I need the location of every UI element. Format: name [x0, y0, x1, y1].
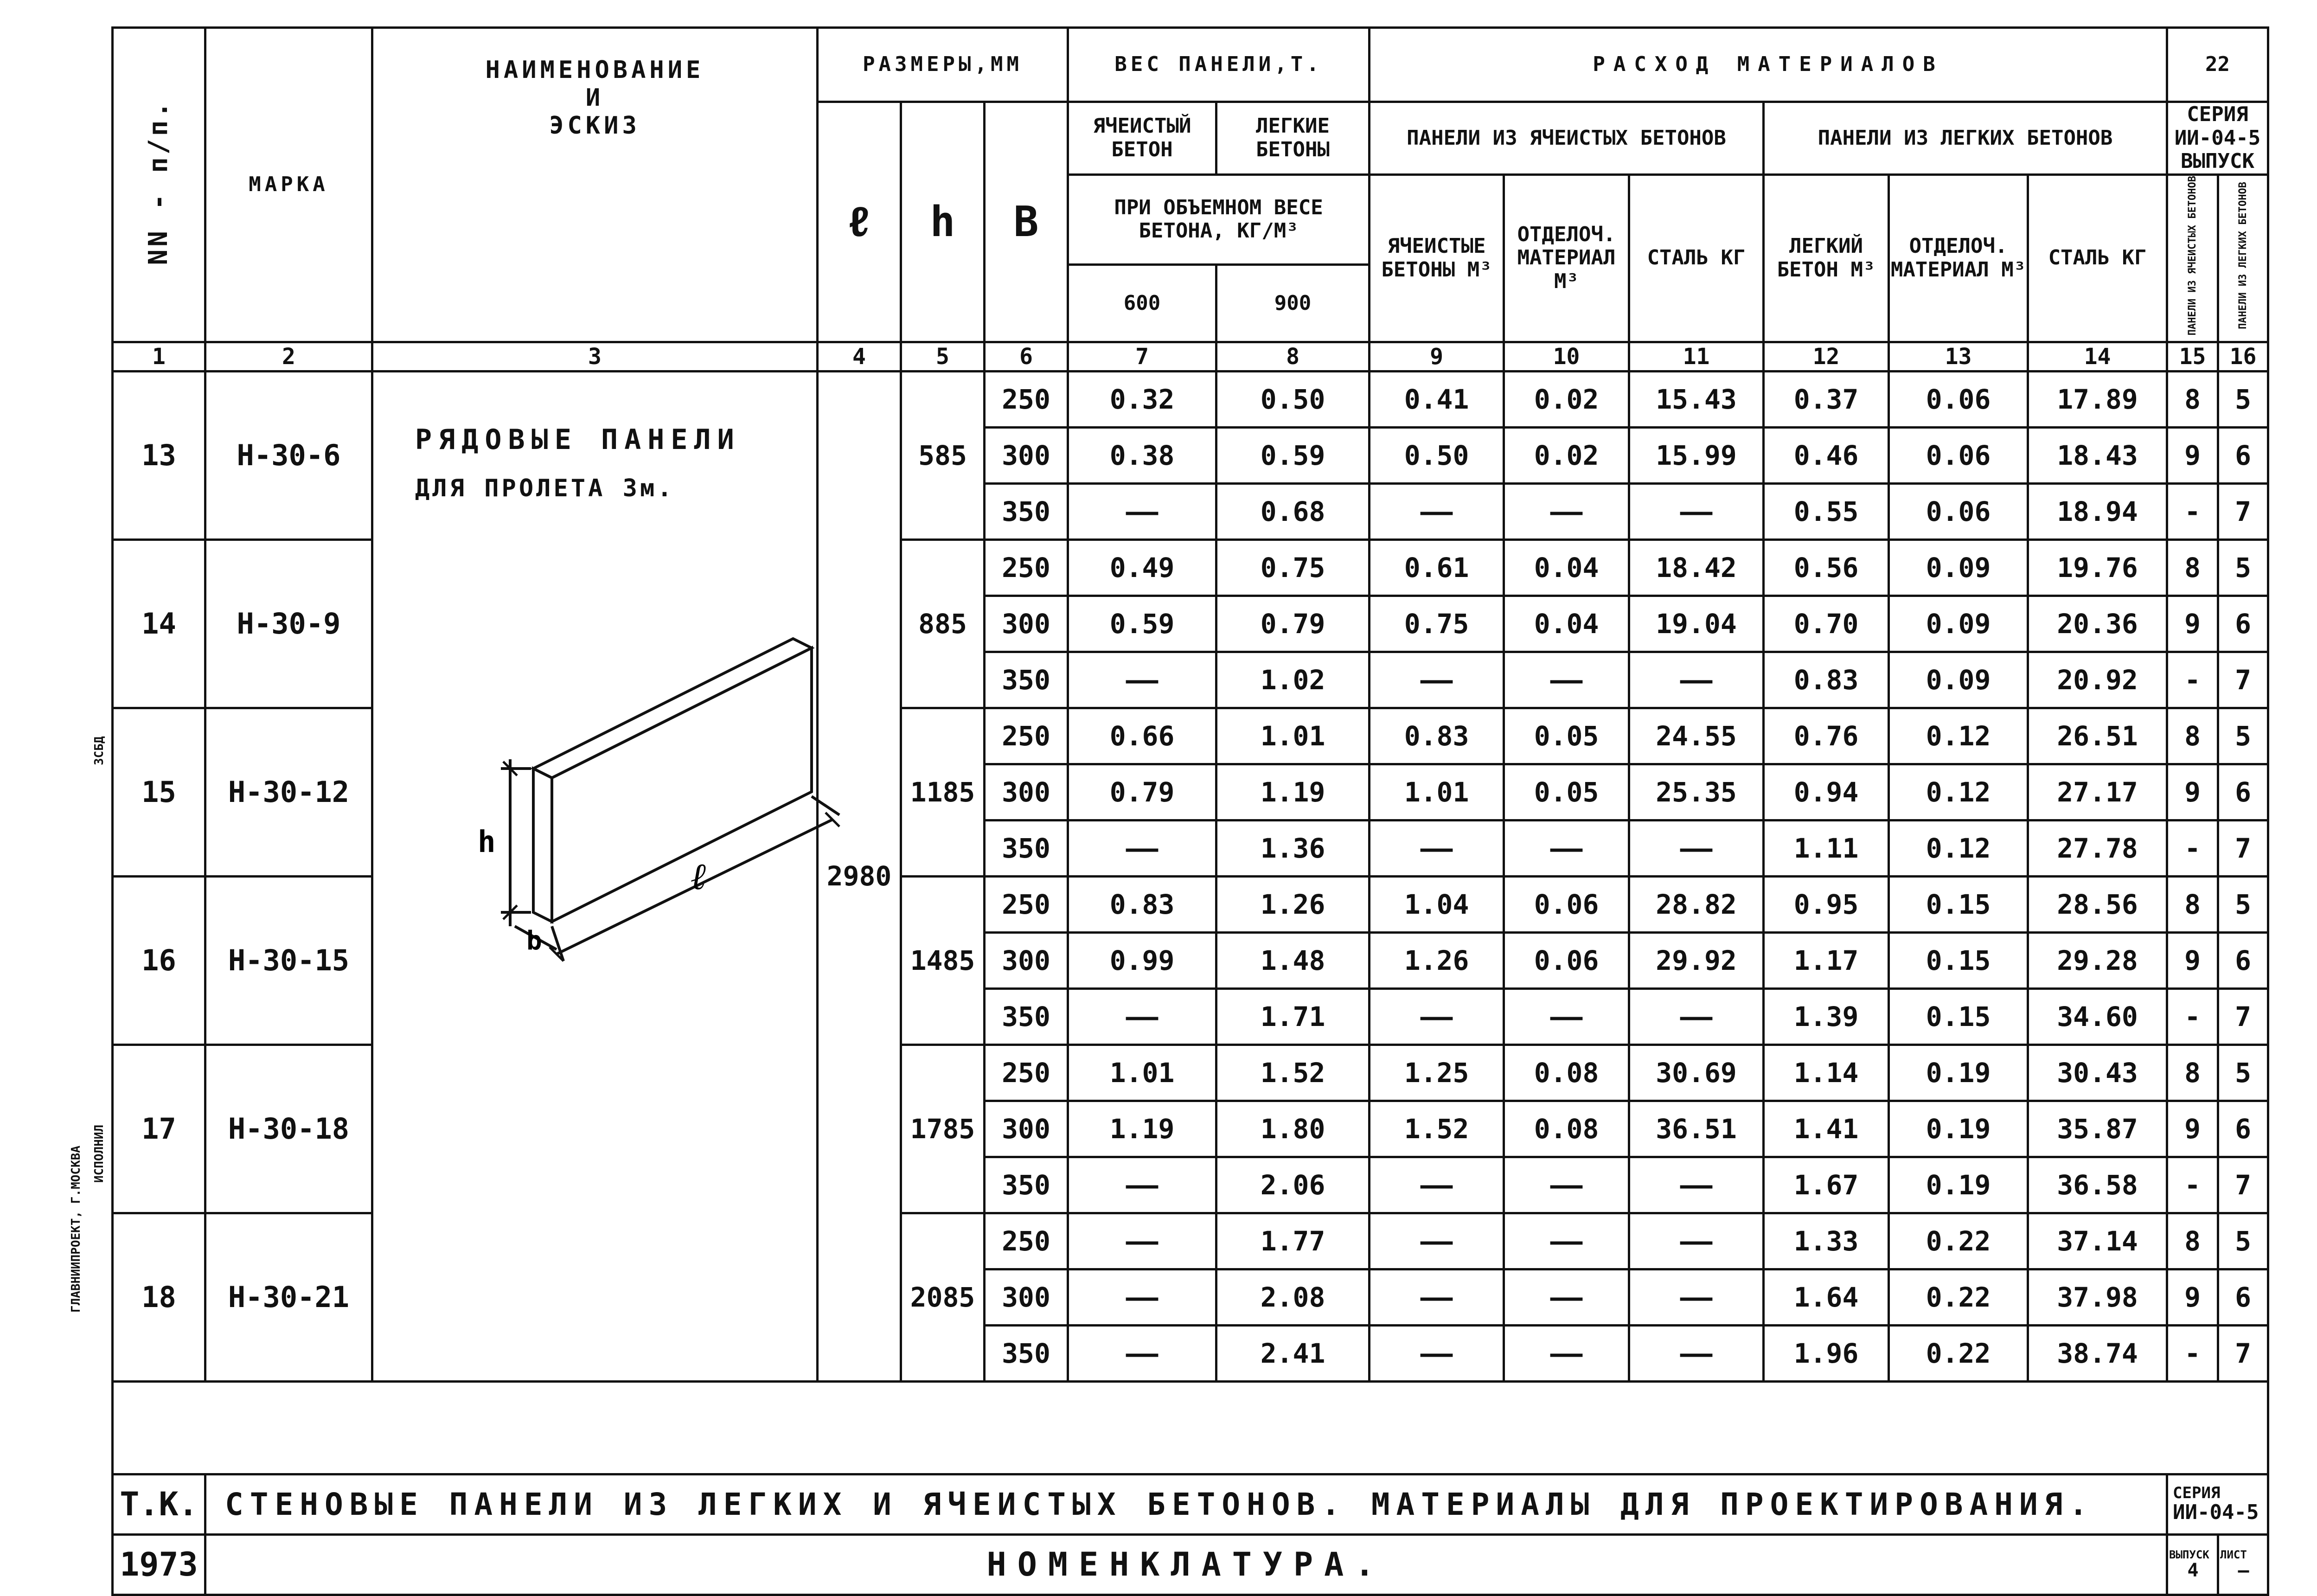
- cell-c10: 0.04: [1504, 539, 1629, 596]
- footer-issue-value: 4: [2187, 1559, 2199, 1581]
- header-mat-steel-a: СТАЛЬ КГ: [1629, 174, 1764, 342]
- cell-b: 250: [985, 1213, 1068, 1269]
- cell-c10: ——: [1504, 483, 1629, 539]
- header-mat-finish-b: ОТДЕЛОЧ. МАТЕРИАЛ М³: [1889, 174, 2028, 342]
- cell-c10: ——: [1504, 1269, 1629, 1325]
- column-number: 14: [2028, 342, 2167, 371]
- cell-c14: 20.92: [2028, 652, 2167, 708]
- cell-c13: 0.19: [1889, 1045, 2028, 1101]
- cell-c11: 29.92: [1629, 932, 1764, 988]
- cell-c15: 8: [2167, 708, 2218, 764]
- cell-w900: 1.26: [1216, 876, 1370, 932]
- nomenclature-table: [111, 26, 2269, 1596]
- header-mat-cell-group: ПАНЕЛИ ИЗ ЯЧЕИСТЫХ БЕТОНОВ: [1370, 102, 1764, 175]
- cell-c10: ——: [1504, 1213, 1629, 1269]
- cell-c9: 1.04: [1370, 876, 1504, 932]
- cell-c16: 5: [2218, 1045, 2268, 1101]
- footer-series-label: СЕРИЯ: [2173, 1484, 2221, 1503]
- cell-w900: 0.68: [1216, 483, 1370, 539]
- cell-b: 350: [985, 820, 1068, 876]
- cell-c11: 25.35: [1629, 764, 1764, 820]
- sketch-label-l: ℓ: [691, 854, 707, 898]
- cell-c11: 24.55: [1629, 708, 1764, 764]
- cell-c13: 0.06: [1889, 427, 2028, 483]
- cell-c10: 0.06: [1504, 932, 1629, 988]
- cell-c16: 5: [2218, 876, 2268, 932]
- cell-c13: 0.19: [1889, 1157, 2028, 1213]
- header-mat-steel-b: СТАЛЬ КГ: [2028, 174, 2167, 342]
- cell-c11: ——: [1629, 483, 1764, 539]
- cell-c13: 0.15: [1889, 932, 2028, 988]
- cell-c13: 0.12: [1889, 820, 2028, 876]
- cell-c14: 26.51: [2028, 708, 2167, 764]
- cell-c9: 1.01: [1370, 764, 1504, 820]
- cell-c13: 0.12: [1889, 708, 2028, 764]
- panel-end-face: [533, 769, 552, 922]
- cell-c10: ——: [1504, 988, 1629, 1045]
- cell-c15: -: [2167, 483, 2218, 539]
- sketch-label-b: b: [526, 926, 542, 956]
- cell-c13: 0.15: [1889, 876, 2028, 932]
- header-dim-b: B: [985, 102, 1068, 342]
- header-materials: РАСХОД МАТЕРИАЛОВ: [1370, 28, 2167, 102]
- cell-c10: ——: [1504, 1157, 1629, 1213]
- cell-c12: 0.95: [1764, 876, 1889, 932]
- cell-c14: 20.36: [2028, 596, 2167, 652]
- cell-c16: 6: [2218, 764, 2268, 820]
- cell-w600: ——: [1068, 1157, 1216, 1213]
- cell-w900: 1.19: [1216, 764, 1370, 820]
- cell-c15: 8: [2167, 1045, 2218, 1101]
- cell-b: 350: [985, 1325, 1068, 1381]
- header-name-line2: И: [585, 83, 604, 112]
- cell-c14: 34.60: [2028, 988, 2167, 1045]
- footer-tk: Т.К.: [113, 1474, 205, 1534]
- panel-mark: Н-30-15: [205, 876, 372, 1045]
- cell-w900: 1.48: [1216, 932, 1370, 988]
- cell-c16: 6: [2218, 596, 2268, 652]
- cell-b: 300: [985, 932, 1068, 988]
- cell-c13: 0.22: [1889, 1269, 2028, 1325]
- header-weight-600: 600: [1068, 265, 1216, 342]
- cell-w600: ——: [1068, 1213, 1216, 1269]
- cell-w600: 0.49: [1068, 539, 1216, 596]
- column-number: 1: [113, 342, 205, 371]
- cell-c11: 36.51: [1629, 1101, 1764, 1157]
- cell-c11: ——: [1629, 1157, 1764, 1213]
- cell-c12: 1.11: [1764, 820, 1889, 876]
- panel-height: 1185: [901, 708, 985, 876]
- cell-c12: 1.96: [1764, 1325, 1889, 1381]
- cell-c10: ——: [1504, 652, 1629, 708]
- cell-w900: 1.52: [1216, 1045, 1370, 1101]
- cell-c11: 15.99: [1629, 427, 1764, 483]
- panel-mark: Н-30-12: [205, 708, 372, 876]
- column-number: 10: [1504, 342, 1629, 371]
- header-weight-900: 900: [1216, 265, 1370, 342]
- blank-strip: [113, 1381, 2268, 1474]
- cell-b: 250: [985, 876, 1068, 932]
- cell-b: 350: [985, 483, 1068, 539]
- footer-sheet-label: ЛИСТ: [2220, 1548, 2247, 1561]
- cell-c12: 0.83: [1764, 652, 1889, 708]
- cell-c9: ——: [1370, 820, 1504, 876]
- cell-c13: 0.09: [1889, 596, 2028, 652]
- cell-c14: 37.14: [2028, 1213, 2167, 1269]
- cell-c15: 9: [2167, 427, 2218, 483]
- cell-w900: 1.80: [1216, 1101, 1370, 1157]
- panel-mark: Н-30-6: [205, 371, 372, 539]
- column-number: 9: [1370, 342, 1504, 371]
- cell-c14: 38.74: [2028, 1325, 2167, 1381]
- row-number: 17: [113, 1045, 205, 1213]
- cell-c13: 0.19: [1889, 1101, 2028, 1157]
- cell-c13: 0.15: [1889, 988, 2028, 1045]
- cell-c15: 9: [2167, 596, 2218, 652]
- cell-c12: 0.76: [1764, 708, 1889, 764]
- cell-c12: 0.37: [1764, 371, 1889, 427]
- panel-mark: Н-30-21: [205, 1213, 372, 1381]
- cell-c11: ——: [1629, 1213, 1764, 1269]
- cell-c14: 27.78: [2028, 820, 2167, 876]
- cell-w900: 0.79: [1216, 596, 1370, 652]
- cell-c9: ——: [1370, 988, 1504, 1045]
- cell-c15: -: [2167, 1325, 2218, 1381]
- column-number: 6: [985, 342, 1068, 371]
- cell-c15: -: [2167, 820, 2218, 876]
- cell-c11: ——: [1629, 988, 1764, 1045]
- cell-c12: 1.41: [1764, 1101, 1889, 1157]
- cell-c12: 0.55: [1764, 483, 1889, 539]
- dim-extension-line: [812, 796, 839, 815]
- cell-c11: ——: [1629, 1269, 1764, 1325]
- cell-c10: 0.04: [1504, 596, 1629, 652]
- cell-c12: 0.70: [1764, 596, 1889, 652]
- cell-c16: 7: [2218, 820, 2268, 876]
- cell-c14: 30.43: [2028, 1045, 2167, 1101]
- cell-c9: ——: [1370, 1157, 1504, 1213]
- panel-height: 585: [901, 371, 985, 539]
- cell-b: 350: [985, 988, 1068, 1045]
- cell-w600: 0.32: [1068, 371, 1216, 427]
- cell-c12: 0.94: [1764, 764, 1889, 820]
- cell-c15: 8: [2167, 876, 2218, 932]
- cell-w600: 0.59: [1068, 596, 1216, 652]
- column-number: 13: [1889, 342, 2028, 371]
- cell-c13: 0.09: [1889, 652, 2028, 708]
- panel-top-face: [533, 639, 812, 778]
- cell-w600: ——: [1068, 1269, 1216, 1325]
- cell-c13: 0.12: [1889, 764, 2028, 820]
- cell-w900: 0.75: [1216, 539, 1370, 596]
- header-weight-sub: ПРИ ОБЪЕМНОМ ВЕСЕ БЕТОНА, КГ/М³: [1068, 174, 1370, 264]
- cell-c12: 1.39: [1764, 988, 1889, 1045]
- header-issue-cell: ПАНЕЛИ ИЗ ЯЧЕИСТЫХ БЕТОНОВ: [2167, 174, 2218, 342]
- cell-c14: 18.94: [2028, 483, 2167, 539]
- cell-w600: ——: [1068, 1325, 1216, 1381]
- header-series-small: СЕРИЯ ИИ-04-5 ВЫПУСК: [2167, 102, 2268, 175]
- cell-c16: 7: [2218, 1325, 2268, 1381]
- footer-subtitle: НОМЕНКЛАТУРА.: [205, 1534, 2167, 1595]
- cell-c9: 1.25: [1370, 1045, 1504, 1101]
- cell-b: 250: [985, 371, 1068, 427]
- cell-c14: 37.98: [2028, 1269, 2167, 1325]
- header-weight-cell: ЯЧЕИСТЫЙ БЕТОН: [1068, 102, 1216, 175]
- cell-w900: 1.36: [1216, 820, 1370, 876]
- cell-b: 300: [985, 1101, 1068, 1157]
- panel-mark: Н-30-9: [205, 539, 372, 708]
- cell-w600: 0.79: [1068, 764, 1216, 820]
- cell-c14: 29.28: [2028, 932, 2167, 988]
- cell-c15: 8: [2167, 371, 2218, 427]
- cell-w900: 1.71: [1216, 988, 1370, 1045]
- panel-height: 1485: [901, 876, 985, 1045]
- cell-c15: 9: [2167, 932, 2218, 988]
- cell-c12: 1.14: [1764, 1045, 1889, 1101]
- cell-w600: ——: [1068, 988, 1216, 1045]
- cell-b: 350: [985, 652, 1068, 708]
- cell-c14: 19.76: [2028, 539, 2167, 596]
- cell-c16: 7: [2218, 1157, 2268, 1213]
- cell-c9: 1.26: [1370, 932, 1504, 988]
- cell-c9: ——: [1370, 483, 1504, 539]
- cell-c11: ——: [1629, 820, 1764, 876]
- cell-w900: 1.77: [1216, 1213, 1370, 1269]
- column-number: 12: [1764, 342, 1889, 371]
- cell-c11: 18.42: [1629, 539, 1764, 596]
- cell-w900: 1.02: [1216, 652, 1370, 708]
- cell-c12: 1.64: [1764, 1269, 1889, 1325]
- cell-b: 250: [985, 1045, 1068, 1101]
- panel-height: 1785: [901, 1045, 985, 1213]
- header-name-line3: ЭСКИЗ: [549, 111, 640, 140]
- cell-b: 250: [985, 539, 1068, 596]
- header-mark: МАРКА: [205, 28, 372, 342]
- cell-c15: 9: [2167, 1269, 2218, 1325]
- side-note-ref: ЗСБД: [92, 736, 106, 765]
- cell-w600: 1.19: [1068, 1101, 1216, 1157]
- cell-c16: 7: [2218, 988, 2268, 1045]
- cell-c13: 0.06: [1889, 371, 2028, 427]
- cell-c12: 1.67: [1764, 1157, 1889, 1213]
- cell-w600: 0.66: [1068, 708, 1216, 764]
- header-name-line1: НАИМЕНОВАНИЕ: [485, 56, 704, 84]
- cell-w600: 0.99: [1068, 932, 1216, 988]
- sheet-number: 22: [2167, 28, 2268, 102]
- cell-c16: 6: [2218, 427, 2268, 483]
- cell-w900: 2.08: [1216, 1269, 1370, 1325]
- column-number: 11: [1629, 342, 1764, 371]
- header-dim-l: ℓ: [818, 102, 901, 342]
- header-name: [372, 28, 818, 342]
- cell-c11: 15.43: [1629, 371, 1764, 427]
- description-line2: ДЛЯ ПРОЛЕТА 3м.: [415, 474, 675, 502]
- cell-c12: 1.17: [1764, 932, 1889, 988]
- description-line1: РЯДОВЫЕ ПАНЕЛИ: [415, 423, 741, 456]
- cell-b: 300: [985, 764, 1068, 820]
- cell-c9: 0.50: [1370, 427, 1504, 483]
- cell-c15: 8: [2167, 1213, 2218, 1269]
- cell-c10: 0.05: [1504, 764, 1629, 820]
- header-weight-light: ЛЕГКИЕ БЕТОНЫ: [1216, 102, 1370, 175]
- column-number: 8: [1216, 342, 1370, 371]
- header-dimensions: РАЗМЕРЫ,ММ: [818, 28, 1068, 102]
- cell-c14: 28.56: [2028, 876, 2167, 932]
- cell-c16: 6: [2218, 1101, 2268, 1157]
- column-number: 4: [818, 342, 901, 371]
- cell-c9: 0.83: [1370, 708, 1504, 764]
- cell-b: 300: [985, 596, 1068, 652]
- cell-c11: 28.82: [1629, 876, 1764, 932]
- cell-c16: 5: [2218, 708, 2268, 764]
- cell-c14: 17.89: [2028, 371, 2167, 427]
- cell-c15: 9: [2167, 1101, 2218, 1157]
- cell-c13: 0.22: [1889, 1325, 2028, 1381]
- panel-height: 2085: [901, 1213, 985, 1381]
- panel-mark: Н-30-18: [205, 1045, 372, 1213]
- sketch-label-h: h: [478, 825, 496, 859]
- cell-c14: 27.17: [2028, 764, 2167, 820]
- cell-c16: 5: [2218, 539, 2268, 596]
- cell-b: 300: [985, 427, 1068, 483]
- cell-c10: ——: [1504, 820, 1629, 876]
- cell-w600: 0.38: [1068, 427, 1216, 483]
- cell-w900: 0.50: [1216, 371, 1370, 427]
- footer-issue: [2167, 1534, 2218, 1595]
- cell-c9: 0.75: [1370, 596, 1504, 652]
- header-weight: ВЕС ПАНЕЛИ,Т.: [1068, 28, 1370, 102]
- cell-b: 350: [985, 1157, 1068, 1213]
- cell-c14: 35.87: [2028, 1101, 2167, 1157]
- cell-c9: ——: [1370, 1213, 1504, 1269]
- cell-w600: ——: [1068, 483, 1216, 539]
- row-number: 16: [113, 876, 205, 1045]
- drawing-sheet: [111, 26, 2267, 1584]
- cell-c14: 36.58: [2028, 1157, 2167, 1213]
- side-note-org: ГЛАВНИИПРОЕКТ, Г.МОСКВА: [69, 1145, 83, 1313]
- cell-c12: 0.46: [1764, 427, 1889, 483]
- cell-c15: 9: [2167, 764, 2218, 820]
- header-mat-light-concrete: ЛЕГКИЙ БЕТОН М³: [1764, 174, 1889, 342]
- cell-b: 300: [985, 1269, 1068, 1325]
- cell-c11: 30.69: [1629, 1045, 1764, 1101]
- cell-w600: ——: [1068, 652, 1216, 708]
- cell-w900: 2.41: [1216, 1325, 1370, 1381]
- cell-w600: ——: [1068, 820, 1216, 876]
- column-number: 15: [2167, 342, 2218, 371]
- side-note-role: ИСПОЛНИЛ: [92, 1124, 106, 1183]
- cell-w900: 0.59: [1216, 427, 1370, 483]
- cell-c11: ——: [1629, 1325, 1764, 1381]
- footer-series: [2167, 1474, 2268, 1534]
- cell-c10: 0.02: [1504, 371, 1629, 427]
- cell-b: 250: [985, 708, 1068, 764]
- table-row: [113, 371, 2268, 427]
- cell-c11: ——: [1629, 652, 1764, 708]
- cell-c9: 1.52: [1370, 1101, 1504, 1157]
- cell-c9: 0.41: [1370, 371, 1504, 427]
- cell-c9: ——: [1370, 1269, 1504, 1325]
- cell-w900: 2.06: [1216, 1157, 1370, 1213]
- cell-c9: ——: [1370, 652, 1504, 708]
- footer-issue-label: ВЫПУСК: [2169, 1548, 2209, 1561]
- cell-c10: 0.08: [1504, 1101, 1629, 1157]
- row-number: 14: [113, 539, 205, 708]
- panel-sketch: [478, 629, 951, 963]
- cell-c10: 0.06: [1504, 876, 1629, 932]
- column-number: 3: [372, 342, 818, 371]
- cell-c16: 5: [2218, 371, 2268, 427]
- cell-c12: 0.56: [1764, 539, 1889, 596]
- column-number: 7: [1068, 342, 1216, 371]
- cell-c16: 6: [2218, 1269, 2268, 1325]
- cell-c9: 0.61: [1370, 539, 1504, 596]
- footer-series-value: ИИ-04-5: [2173, 1500, 2259, 1524]
- cell-c12: 1.33: [1764, 1213, 1889, 1269]
- cell-w900: 1.01: [1216, 708, 1370, 764]
- cell-c13: 0.06: [1889, 483, 2028, 539]
- column-number: 16: [2218, 342, 2268, 371]
- header-mat-finish-a: ОТДЕЛОЧ. МАТЕРИАЛ М³: [1504, 174, 1629, 342]
- footer-year: 1973: [113, 1534, 205, 1595]
- column-number-row: [113, 342, 2268, 371]
- footer-sheet: [2218, 1534, 2268, 1595]
- panel-height: 885: [901, 539, 985, 708]
- header-dim-h: h: [901, 102, 985, 342]
- cell-w600: 0.83: [1068, 876, 1216, 932]
- cell-c16: 6: [2218, 932, 2268, 988]
- row-number: 13: [113, 371, 205, 539]
- cell-c13: 0.09: [1889, 539, 2028, 596]
- row-number: 15: [113, 708, 205, 876]
- header-mat-light-group: ПАНЕЛИ ИЗ ЛЕГКИХ БЕТОНОВ: [1764, 102, 2167, 175]
- cell-c16: 7: [2218, 652, 2268, 708]
- footer-title: СТЕНОВЫЕ ПАНЕЛИ ИЗ ЛЕГКИХ И ЯЧЕИСТЫХ БЕТОНОВ. МАТЕРИАЛЫ ДЛЯ ПРОЕКТИРОВАНИЯ.: [205, 1474, 2167, 1534]
- cell-c11: 19.04: [1629, 596, 1764, 652]
- cell-c10: 0.02: [1504, 427, 1629, 483]
- cell-c15: -: [2167, 988, 2218, 1045]
- cell-c15: -: [2167, 652, 2218, 708]
- cell-c16: 7: [2218, 483, 2268, 539]
- cell-c13: 0.22: [1889, 1213, 2028, 1269]
- cell-c14: 18.43: [2028, 427, 2167, 483]
- panel-front-face: [552, 648, 812, 922]
- header-num: NN - п/п.: [113, 28, 205, 342]
- header-issue-light: ПАНЕЛИ ИЗ ЛЕГКИХ БЕТОНОВ: [2218, 174, 2268, 342]
- header-mat-cell-concrete: ЯЧЕИСТЫЕ БЕТОНЫ М³: [1370, 174, 1504, 342]
- cell-c10: 0.05: [1504, 708, 1629, 764]
- column-number: 2: [205, 342, 372, 371]
- cell-w600: 1.01: [1068, 1045, 1216, 1101]
- cell-c9: ——: [1370, 1325, 1504, 1381]
- column-number: 5: [901, 342, 985, 371]
- footer-sheet-value: —: [2238, 1559, 2249, 1581]
- cell-c10: 0.08: [1504, 1045, 1629, 1101]
- cell-c15: -: [2167, 1157, 2218, 1213]
- cell-c16: 5: [2218, 1213, 2268, 1269]
- panel-length: 2980: [818, 371, 901, 1381]
- cell-c10: ——: [1504, 1325, 1629, 1381]
- row-number: 18: [113, 1213, 205, 1381]
- cell-c15: 8: [2167, 539, 2218, 596]
